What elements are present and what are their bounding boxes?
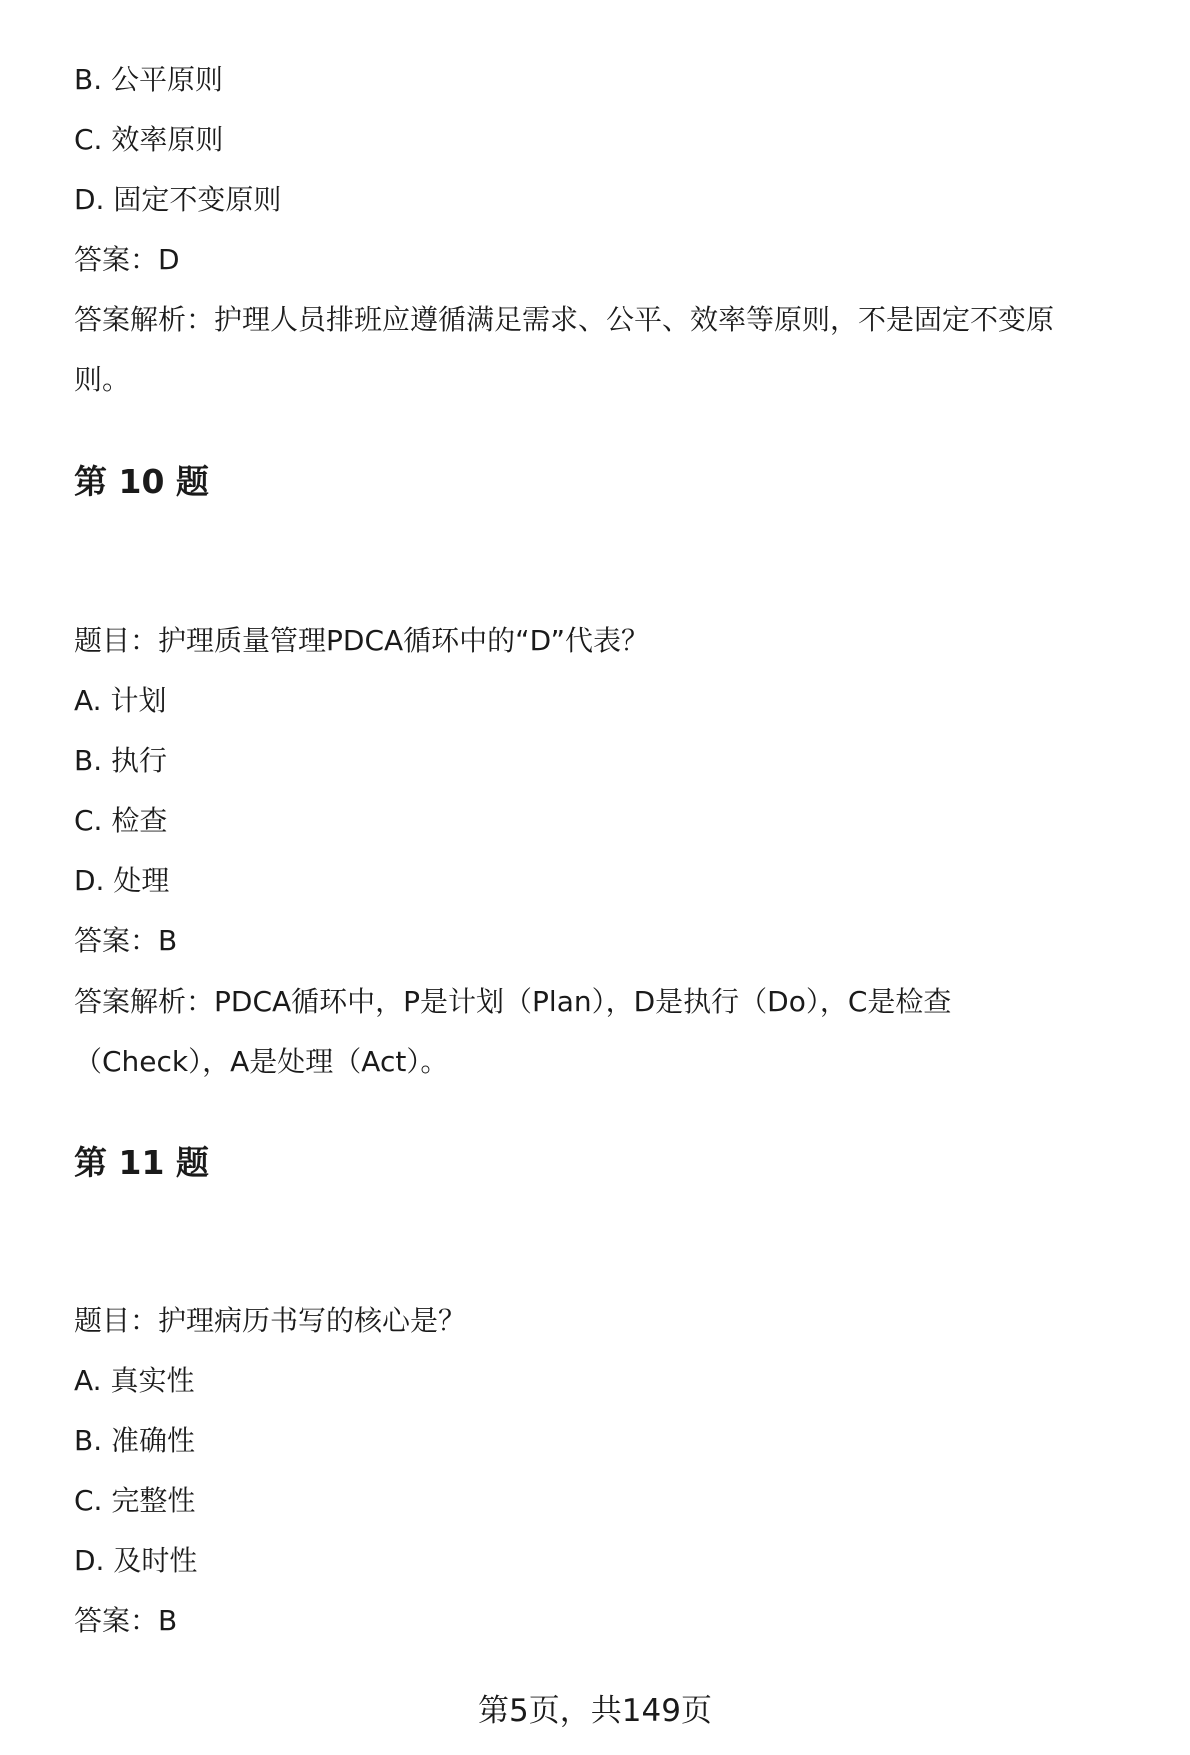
q11-heading: 第 11 题: [74, 1143, 209, 1182]
q11-option-b: B. 准确性: [74, 1424, 196, 1457]
q9-answer: 答案：D: [74, 243, 180, 276]
q11-answer: 答案：B: [74, 1604, 178, 1637]
q10-heading: 第 10 题: [74, 462, 209, 501]
q10-answer: 答案：B: [74, 924, 178, 957]
q11-question: 题目：护理病历书写的核心是？: [74, 1304, 467, 1337]
q10-option-a: A. 计划: [74, 684, 167, 717]
q9-option-c: C. 效率原则: [74, 123, 224, 156]
q9-option-b: B. 公平原则: [74, 63, 224, 96]
q10-option-c: C. 检查: [74, 804, 168, 837]
q9-explanation-line2: 则。: [74, 363, 131, 396]
q10-explanation-line1: 答案解析：PDCA循环中，P是计划（Plan），D是执行（Do），C是检查: [74, 985, 952, 1018]
q9-option-d: D. 固定不变原则: [74, 183, 282, 216]
q11-option-d: D. 及时性: [74, 1544, 198, 1577]
q11-option-a: A. 真实性: [74, 1364, 195, 1397]
page-indicator: 第5页，共149页: [478, 1693, 712, 1729]
q10-question: 题目：护理质量管理PDCA循环中的“D”代表？: [74, 624, 649, 657]
q10-option-d: D. 处理: [74, 864, 170, 897]
q10-option-b: B. 执行: [74, 744, 168, 777]
q11-option-c: C. 完整性: [74, 1484, 196, 1517]
q10-explanation-line2: （Check），A是处理（Act）。: [74, 1045, 449, 1078]
q9-explanation-line1: 答案解析：护理人员排班应遵循满足需求、公平、效率等原则，不是固定不变原: [74, 303, 1055, 336]
